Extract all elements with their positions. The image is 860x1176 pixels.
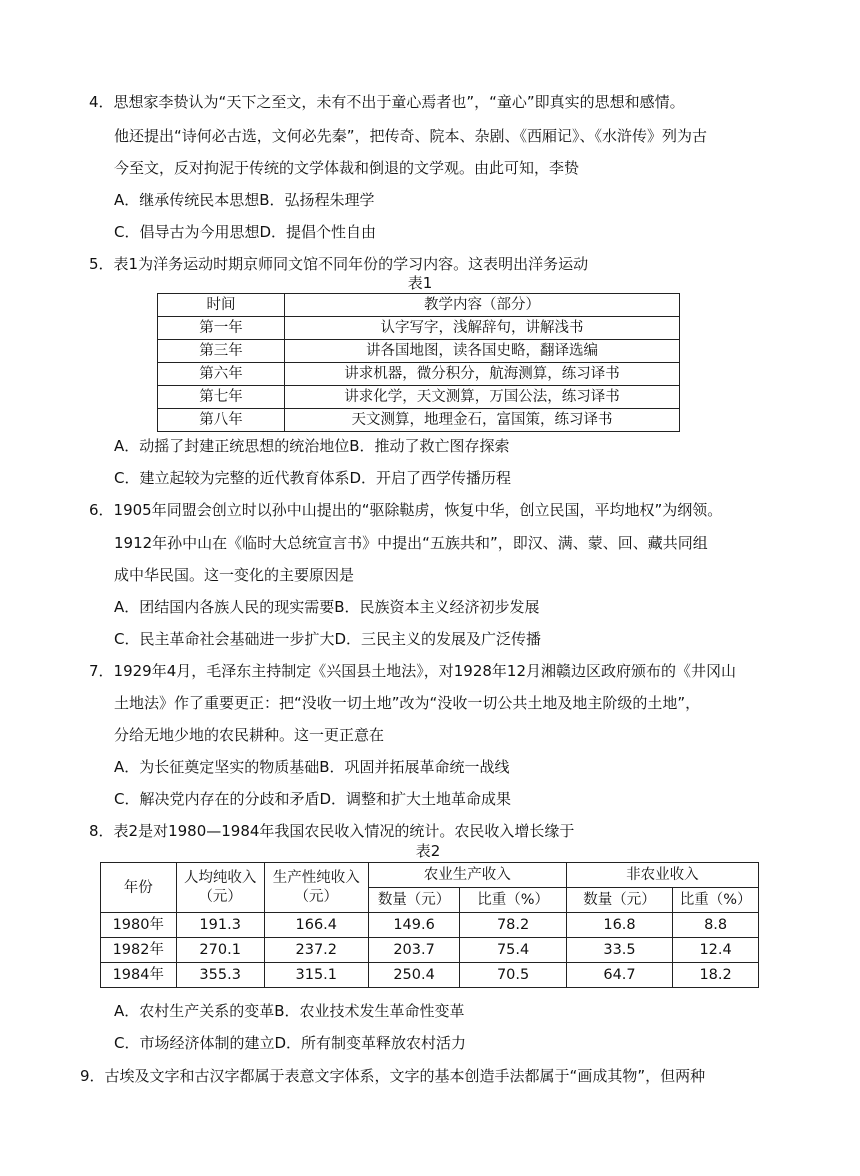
q7-stem-line2: 土地法》作了重要更正：把“没收一切土地”改为“没收一切公共土地及地主阶级的土地”， bbox=[114, 694, 701, 712]
table2-cell: 70.5 bbox=[460, 963, 566, 988]
table-row bbox=[158, 409, 680, 432]
q6-options-ab: A．团结国内各族人民的现实需要B．民族资本主义经济初步发展 bbox=[114, 598, 540, 616]
table2-cell: 78.2 bbox=[460, 913, 566, 938]
q4-stem-line3: 今至文，反对拘泥于传统的文学体裁和倒退的文学观。由此可知，李贽 bbox=[114, 159, 580, 177]
table1-cell: 第三年 bbox=[158, 340, 285, 363]
table2-cell: 203.7 bbox=[368, 938, 460, 963]
table2-header-year: 年份 bbox=[101, 863, 177, 913]
table1-cell: 讲各国地图，读各国史略，翻译选编 bbox=[285, 340, 680, 363]
table-row bbox=[158, 317, 680, 340]
table2-header-nonagri-amount: 数量（元） bbox=[566, 888, 672, 913]
table2-header-agri-amount: 数量（元） bbox=[368, 888, 460, 913]
table1-cell: 第一年 bbox=[158, 317, 285, 340]
q4-stem-line1: 4．思想家李贽认为“天下之至文，未有不出于童心焉者也”，“童心”即真实的思想和感情。 bbox=[89, 93, 685, 111]
table2-cell: 1982年 bbox=[101, 938, 177, 963]
table-row bbox=[158, 386, 680, 409]
table-row bbox=[101, 938, 759, 963]
table2-header-prod: 生产性纯收入（元） bbox=[264, 863, 368, 913]
q7-stem-line3: 分给无地少地的农民耕种。这一更正意在 bbox=[114, 726, 385, 744]
q8-options-cd: C．市场经济体制的建立D．所有制变革释放农村活力 bbox=[114, 1034, 467, 1052]
table2-caption: 表2 bbox=[415, 842, 441, 860]
table1-cell: 第八年 bbox=[158, 409, 285, 432]
q7-stem-line1: 7．1929年4月，毛泽东主持制定《兴国县土地法》，对1928年12月湘赣边区政府颁布的《井冈山 bbox=[89, 662, 737, 680]
table-row bbox=[101, 863, 759, 888]
q4-options-cd: C．倡导古为今用思想D．提倡个性自由 bbox=[114, 223, 377, 241]
table2-cell: 64.7 bbox=[566, 963, 672, 988]
table2-cell: 33.5 bbox=[566, 938, 672, 963]
table1-cell: 第六年 bbox=[158, 363, 285, 386]
q4-stem-line2: 他还提出“诗何必古选，文何必先秦”，把传奇、院本、杂剧、《西厢记》、《水浒传》列为古 bbox=[114, 127, 708, 145]
table2-cell: 250.4 bbox=[368, 963, 460, 988]
q7-options-cd: C．解决党内存在的分歧和矛盾D．调整和扩大土地革命成果 bbox=[114, 790, 512, 808]
table2-cell: 270.1 bbox=[176, 938, 264, 963]
q6-stem-line2: 1912年孙中山在《临时大总统宣言书》中提出“五族共和”，即汉、满、蒙、回、藏共同组 bbox=[114, 534, 708, 552]
table2-cell: 237.2 bbox=[264, 938, 368, 963]
table2-header-percap: 人均纯收入（元） bbox=[176, 863, 264, 913]
table1-cell: 讲求化学，天文测算，万国公法，练习译书 bbox=[285, 386, 680, 409]
table2-cell: 12.4 bbox=[673, 938, 759, 963]
table2-header-agri-ratio: 比重（%） bbox=[460, 888, 566, 913]
table-row bbox=[101, 913, 759, 938]
table1-caption: 表1 bbox=[407, 274, 433, 292]
q4-options-ab: A．继承传统民本思想B．弘扬程朱理学 bbox=[114, 191, 375, 209]
table1-header-time: 时间 bbox=[158, 294, 285, 317]
table2-cell: 166.4 bbox=[264, 913, 368, 938]
q5-options-ab: A．动摇了封建正统思想的统治地位B．推动了救亡图存探索 bbox=[114, 437, 510, 455]
q6-options-cd: C．民主革命社会基础进一步扩大D．三民主义的发展及广泛传播 bbox=[114, 630, 542, 648]
table2-cell: 16.8 bbox=[566, 913, 672, 938]
q9-stem-line1: 9．古埃及文字和古汉字都属于表意文字体系，文字的基本创造手法都属于“画成其物”，但两种 bbox=[80, 1067, 706, 1085]
table2-cell: 355.3 bbox=[176, 963, 264, 988]
q6-stem-line1: 6．1905年同盟会创立时以孙中山提出的“驱除鞑虏，恢复中华，创立民国，平均地权”为纲领。 bbox=[89, 501, 723, 519]
table2-cell: 191.3 bbox=[176, 913, 264, 938]
table2-header-nonagri-ratio: 比重（%） bbox=[673, 888, 759, 913]
table2-cell: 18.2 bbox=[673, 963, 759, 988]
table1-cell: 第七年 bbox=[158, 386, 285, 409]
table2-cell: 1984年 bbox=[101, 963, 177, 988]
table1-cell: 讲求机器，微分积分，航海测算，练习译书 bbox=[285, 363, 680, 386]
table2 bbox=[100, 862, 759, 988]
table2-cell: 75.4 bbox=[460, 938, 566, 963]
table-row bbox=[158, 294, 680, 317]
table1-cell: 认字写字，浅解辞句，讲解浅书 bbox=[285, 317, 680, 340]
q5-stem-line1: 5．表1为洋务运动时期京师同文馆不同年份的学习内容。这表明出洋务运动 bbox=[89, 255, 589, 273]
q8-options-ab: A．农村生产关系的变革B．农业技术发生革命性变革 bbox=[114, 1002, 465, 1020]
table1 bbox=[157, 293, 680, 432]
q7-options-ab: A．为长征奠定坚实的物质基础B．巩固并拓展革命统一战线 bbox=[114, 758, 510, 776]
table1-header-content: 教学内容（部分） bbox=[285, 294, 680, 317]
table-row bbox=[101, 963, 759, 988]
table2-cell: 315.1 bbox=[264, 963, 368, 988]
table2-cell: 149.6 bbox=[368, 913, 460, 938]
table2-header-nonagri: 非农业收入 bbox=[566, 863, 758, 888]
q8-stem-line1: 8．表2是对1980—1984年我国农民收入情况的统计。农民收入增长缘于 bbox=[89, 822, 575, 840]
q5-options-cd: C．建立起较为完整的近代教育体系D．开启了西学传播历程 bbox=[114, 469, 512, 487]
table2-header-agri: 农业生产收入 bbox=[368, 863, 566, 888]
table-row bbox=[158, 363, 680, 386]
table2-cell: 1980年 bbox=[101, 913, 177, 938]
table-row bbox=[158, 340, 680, 363]
table1-cell: 天文测算，地理金石，富国策，练习译书 bbox=[285, 409, 680, 432]
q6-stem-line3: 成中华民国。这一变化的主要原因是 bbox=[114, 566, 355, 584]
table2-cell: 8.8 bbox=[673, 913, 759, 938]
